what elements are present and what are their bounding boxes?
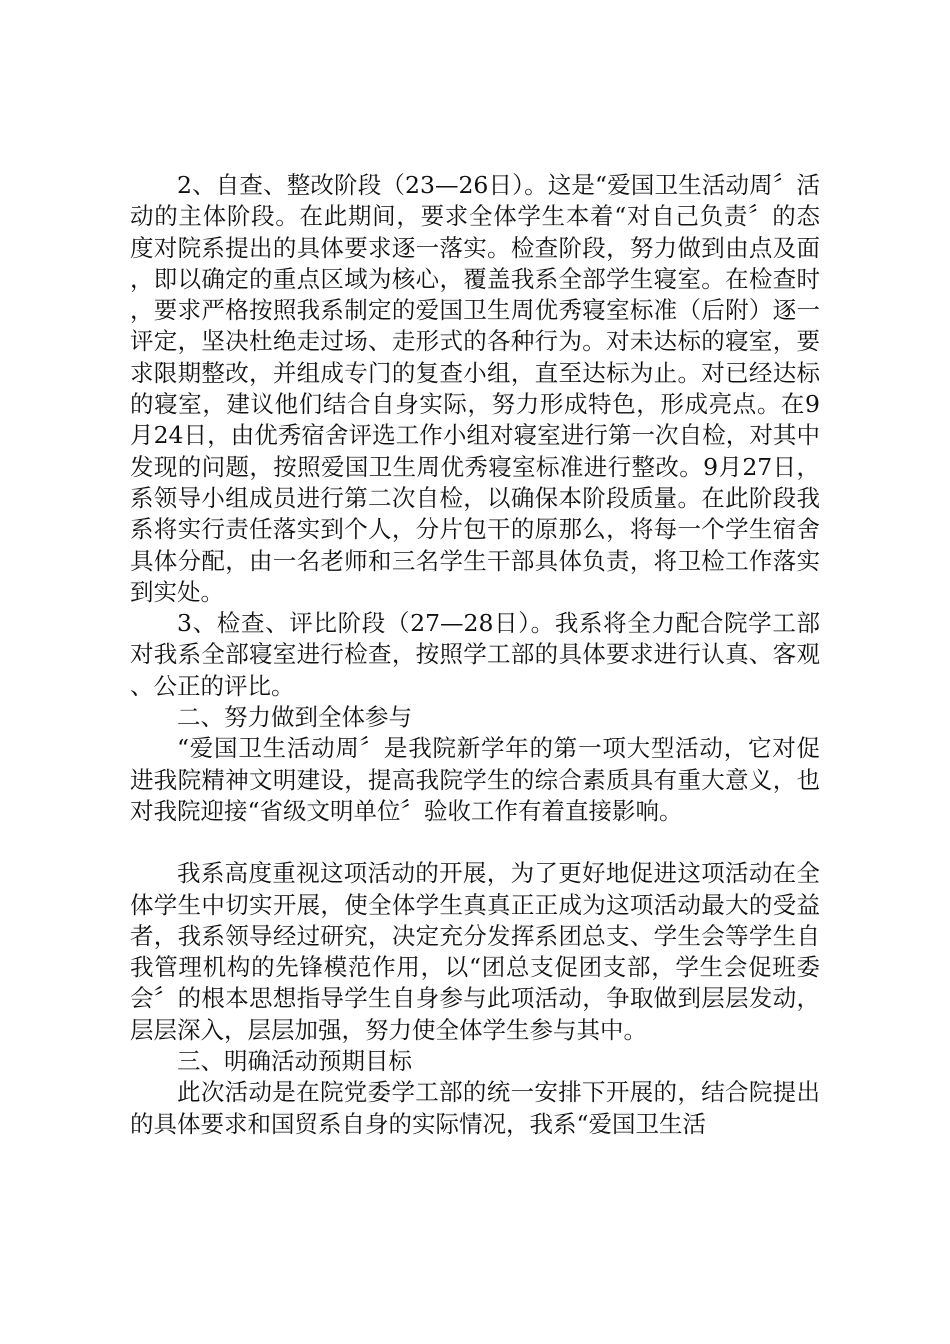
paragraph-stage-2: 2、自查、整改阶段（23—26日）。这是“爱国卫生活动周〞活动的主体阶段。在此期间，要求全体学生本着“对自己负责〞的态度对院系提出的具体要求逐一落实。检查阶段，努力做到由点及面，即以确定的重点区域为核心，覆盖我系全部学生寝室。在检查时，要求严格按照我系制定的爱国卫生周优秀寝室标准（后附）逐一评定，坚决杜绝走过场、走形式的各种行为。对未达标的寝室，要求限期整改，并组成专门的复查小组，直至达标为止。对已经达标的寝室，建议他们结合自身实际，努力形成特色，形成亮点。在9月24日，由优秀宿舍评选工作小组对寝室进行第一次自检，对其中发现的问题，按照爱国卫生周优秀寝室标准进行整改。9月27日，系领导小组成员进行第二次自检，以确保本阶段质量。在此阶段我系将实行责任落实到个人，分片包干的原那么，将每一个学生宿舍具体分配，由一名老师和三名学生干部具体负责，将卫检工作落实到实处。 xyxy=(130,171,820,606)
document-page xyxy=(130,170,820,1140)
heading-section-3: 三、明确活动预期目标 xyxy=(177,1047,412,1076)
heading-section-2: 二、努力做到全体参与 xyxy=(177,703,412,732)
paragraph-participation: 我系高度重视这项活动的开展，为了更好地促进这项活动在全体学生中切实开展，使全体学生真真正正成为这项活动最大的受益者，我系领导经过研究，决定充分发挥系团总支、学生会等学生自我管理机构的先锋模范作用，以“团总支促团支部，学生会促班委会〞的根本思想指导学生自身参与此项活动，争取做到层层发动，层层深入，层层加强，努力使全体学生参与其中。 xyxy=(130,859,820,1044)
paragraph-significance: “爱国卫生活动周〞是我院新学年的第一项大型活动，它对促进我院精神文明建设，提高我院学生的综合素质具有重大意义，也对我院迎接“省级文明单位〞验收工作有着直接影响。 xyxy=(130,734,820,825)
paragraph-goals: 此次活动是在院党委学工部的统一安排下开展的，结合院提出的具体要求和国贸系自身的实际情况，我系“爱国卫生活 xyxy=(130,1078,820,1138)
paragraph-stage-3: 3、检查、评比阶段（27—28日）。我系将全力配合院学工部对我系全部寝室进行检查，按照学工部的具体要求进行认真、客观、公正的评比。 xyxy=(130,609,820,700)
